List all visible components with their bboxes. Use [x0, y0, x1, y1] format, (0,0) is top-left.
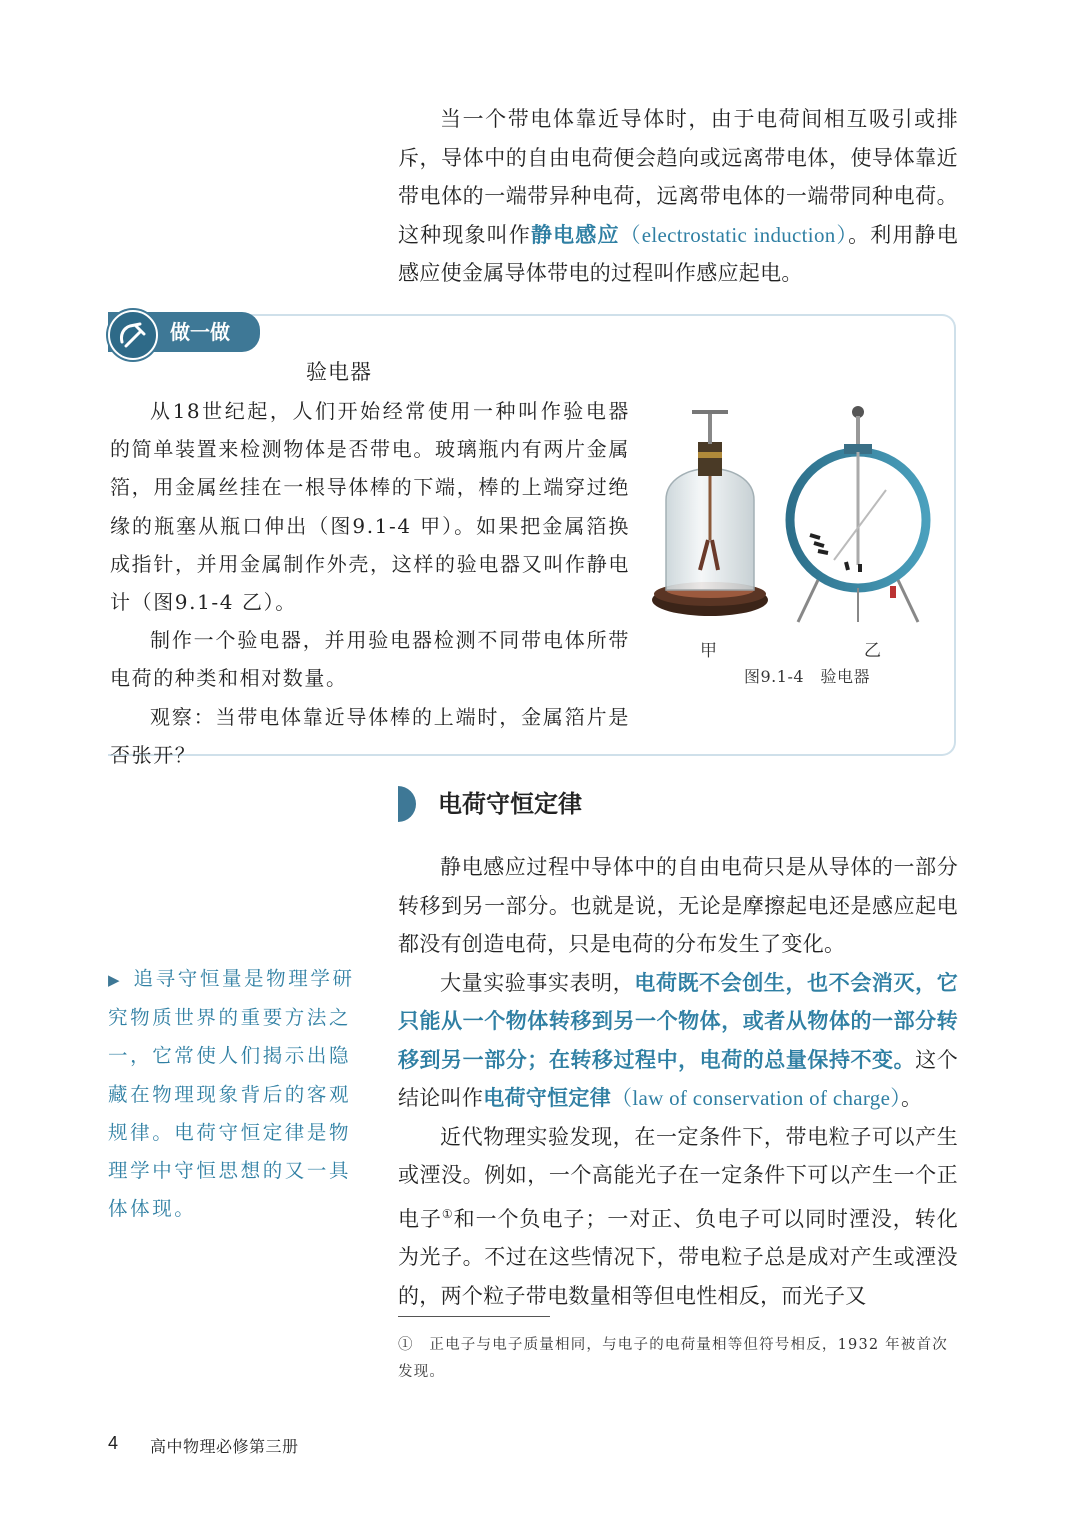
hand-tool-icon [108, 310, 158, 360]
figure-label-b: 乙 [864, 641, 881, 661]
section-paragraph-1: 静电感应过程中导体中的自由电荷只是从导体的一部分转移到另一部分。也就是说，无论是摩擦起电还是感应起电都没有创造电荷，只是电荷的分布发生了变化。 [398, 855, 958, 956]
section-paragraph-3 [398, 1118, 958, 1316]
footnote-divider [398, 1316, 550, 1317]
section-marker [398, 786, 416, 822]
figure-caption: 图9.1-4 验电器 [744, 667, 871, 686]
intro-text-a: 当一个带电体靠近导体时，由于电荷间相互吸引或排斥，导体中的自由电荷便会趋向或远离带电体，使导体靠近带电体的一端带异种电荷，远离带电体的一端带同种电荷。这种现象叫作 [398, 107, 958, 247]
term-english: （electrostatic induction） [619, 222, 849, 247]
p3-text-a: 近代物理实验发现，在一定条件下，带电粒子可以产生或湮没。例如，一个高能光子在一定条件下可以产生一个正电子 [398, 1124, 958, 1231]
electroscope-figure [648, 390, 948, 630]
p2-text-a: 大量实验事实表明， [440, 970, 635, 995]
glass-jar-electroscope [652, 410, 768, 616]
side-note-text: 追寻守恒量是物理学研究物质世界的重要方法之一，它常使人们揭示出隐藏在物理现象背后的客观规律。电荷守恒定律是物理学中守恒思想的又一具体体现。 [108, 967, 355, 1221]
term-electrostatic-induction: 静电感应 [530, 222, 620, 247]
p2-text-c: 。 [901, 1086, 923, 1110]
activity-paragraph-2: 制作一个验电器，并用验电器检测不同带电体所带电荷的种类和相对数量。 [110, 628, 630, 691]
footnote: ① 正电子与电子质量相同，与电子的电荷量相等但符号相反，1932 年被首次发现。 [398, 1337, 948, 1380]
p3-text-b: 和一个负电子；一对正、负电子可以同时湮没，转化为光子。不过在这些情况下，带电粒子总是成对产生或湮没的，两个粒子带电数量相等但电性相反，而光子又 [398, 1206, 958, 1308]
section-paragraph-2 [398, 964, 958, 1118]
activity-paragraph-3: 观察：当带电体靠近导体棒的上端时，金属箔片是否张开？ [110, 704, 630, 767]
activity-text [110, 392, 630, 774]
section-body [398, 848, 958, 1315]
book-title: 高中物理必修第三册 [150, 1437, 299, 1456]
term-conservation-english: （law of conservation of charge） [611, 1086, 901, 1110]
law-statement: 电荷既不会创生，也不会消灭，它只能从一个物体转移到另一个物体，或者从物体的一部分转移到另一部分；在转移过程中，电荷的总量保持不变。 [398, 970, 958, 1072]
section-title: 电荷守恒定律 [438, 790, 582, 818]
side-note [108, 960, 358, 1228]
triangle-arrow-icon: ▶ [108, 971, 120, 989]
activity-paragraph-1: 从18世纪起，人们开始经常使用一种叫作验电器的简单装置来检测物体是否带电。玻璃瓶内有两片金属箔，用金属丝挂在一根导体棒的下端，棒的上端穿过绝缘的瓶塞从瓶口伸出（图9.1-4 甲）。如果把金属箔换成指针，并用金属制作外壳，这样的验电器又叫作静电计（图9.1-4 乙）。 [110, 399, 630, 615]
figure-label-a: 甲 [700, 641, 717, 661]
activity-tag: 做一做 [108, 312, 260, 352]
activity-title: 验电器 [306, 360, 372, 384]
page-number: 4 [108, 1433, 119, 1453]
p2-text-b: 这个结论叫作 [398, 1047, 958, 1110]
electrometer [790, 406, 926, 622]
footnote-marker: ① [441, 1206, 454, 1221]
intro-paragraph [398, 100, 958, 293]
intro-text-b: 。利用静电感应使金属导体带电的过程叫作感应起电。 [398, 222, 958, 285]
term-conservation-of-charge: 电荷守恒定律 [483, 1086, 612, 1110]
